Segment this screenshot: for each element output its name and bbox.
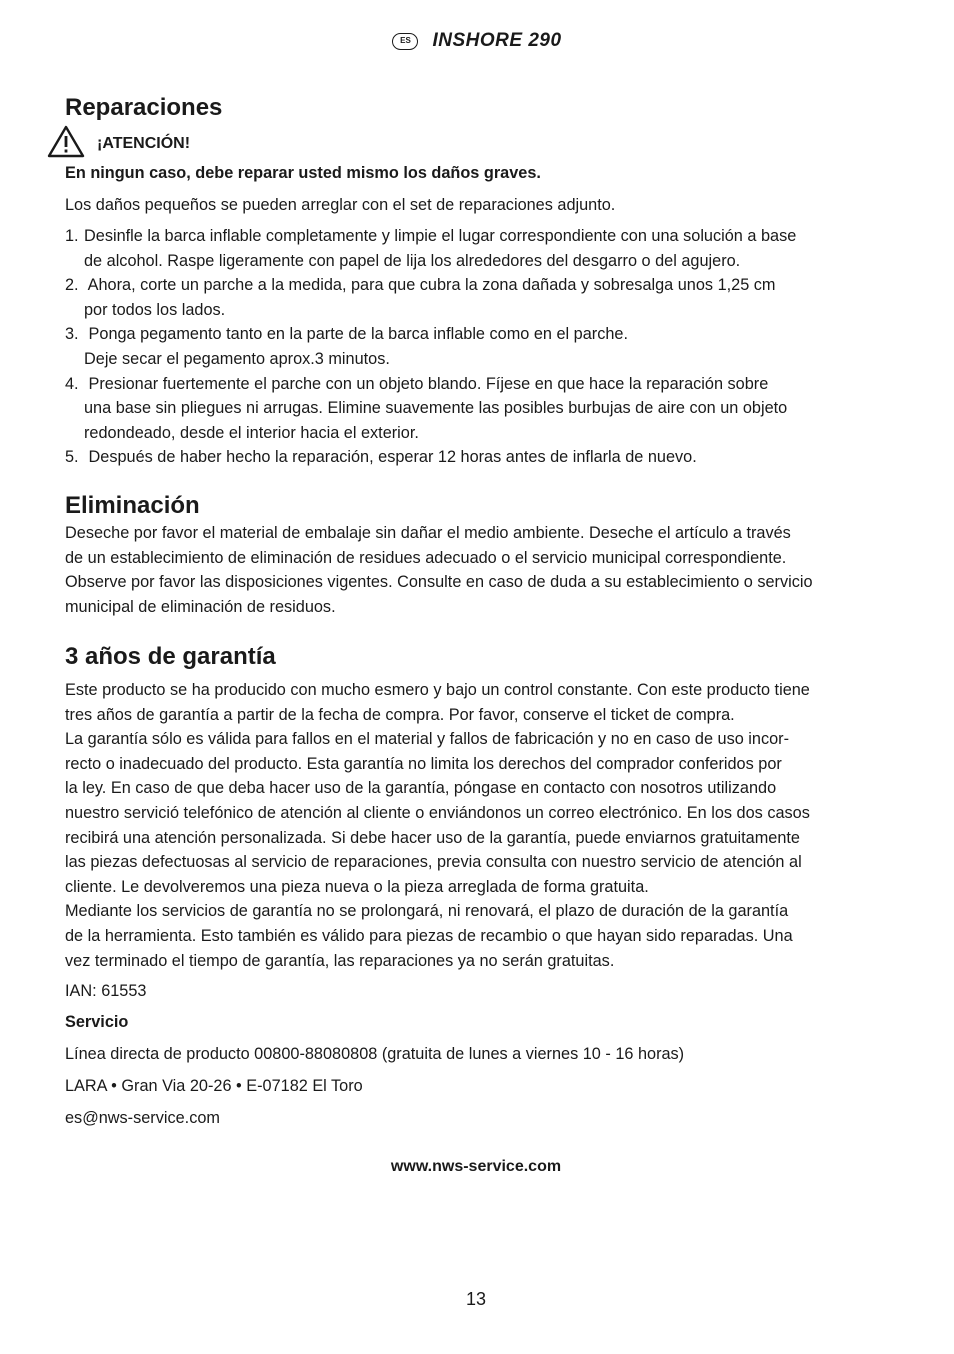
disposal-title: Eliminación xyxy=(65,492,200,519)
ian-number: IAN: 61553 xyxy=(65,982,147,1000)
warranty-title: 3 años de garantía xyxy=(65,643,276,670)
service-website-link[interactable]: www.nws-service.com xyxy=(390,1158,562,1175)
service-email[interactable]: es@nws-service.com xyxy=(65,1109,220,1127)
attention-label: ¡ATENCIÓN! xyxy=(97,135,191,152)
list-item: 5. Después de haber hecho la reparación, esperar 12 horas antes de inflarla de nuevo. xyxy=(65,448,697,467)
service-address: LARA • Gran Via 20-26 • E-07182 El Toro xyxy=(65,1077,363,1095)
warranty-text: Este producto se ha producido con mucho esmero y bajo un control constante. Con este producto tiene tres años de garantía a partir de la fecha de compra. Por favor, conserve el ticket de compra. La garantía sólo es válida para fallos en el material y fallos de fabricación y no en caso de uso incor- recto o inadecuado del producto. Esta garantía no limita los derechos del comprador conferidos por la ley. En caso de que deba hacer uso de la garantía, póngase en contacto con nosotros utilizando nuestro servició telefónico de atención al cliente o enviándonos un correo electrónico. En los dos casos recibirá una atención personalizada. Si debe hacer uso de la garantía, puede enviarnos gratuitamente las piezas defectuosas al servicio de reparaciones, previa consulta con nuestro servicio de atención al cliente. Le devolveremos una pieza nueva o la pieza arreglada de forma gratuita. Mediante los servicios de garantía no se prolongará, ni renovará, el plazo de duración de la garantía de la herramienta. Esto también es válido para piezas de recambio o que hayan sido reparadas. Una vez terminado el tiempo de garantía, las reparaciones ya no serán gratuitas. xyxy=(65,681,810,970)
attention-row xyxy=(47,125,190,163)
repairs-warning: En ningun caso, debe reparar usted mismo los daños graves. xyxy=(65,164,541,182)
list-item: 3. Ponga pegamento tanto en la parte de la barca inflable como en el parche. Deje secar el pegamento aprox.3 minutos. xyxy=(65,325,628,368)
service-hotline: Línea directa de producto 00800-88080808 (gratuita de lunes a viernes 10 - 16 horas) xyxy=(65,1045,685,1063)
list-item: 2. Ahora, corte un parche a la medida, para que cubra la zona dañada y sobresalga unos 1,25 cm por todos los lados. xyxy=(65,276,776,319)
list-item: 4. Presionar fuertemente el parche con un objeto blando. Fíjese en que hace la reparación sobre una base sin pliegues ni arrugas. Elimine suavemente las posibles burbujas de aire con un objeto redondeado, desde el interior hacia el exterior. xyxy=(65,374,788,442)
repairs-title: Reparaciones xyxy=(65,94,223,121)
disposal-text: Deseche por favor el material de embalaje sin dañar el medio ambiente. Deseche el artículo a través de un establecimiento de eliminación de residues adecuado o el servicio municipal correspondiente. Observe por favor las disposiciones vigentes. Consulte en caso de duda a su establecimiento o servicio municipal de eliminación de residuos. xyxy=(65,524,813,616)
page-header xyxy=(0,30,954,52)
list-item: 1. Desinfle la barca inflable completamente y limpie el lugar correspondiente con una solución a base de alcohol. Raspe ligeramente con papel de lija los alrededores del desgarro o del agujero. xyxy=(65,227,797,270)
model-name: INSHORE 290 xyxy=(432,30,562,51)
page-number: 13 xyxy=(465,1289,487,1309)
warning-triangle-icon xyxy=(47,125,85,163)
language-badge: ES xyxy=(392,33,418,50)
repairs-intro: Los daños pequeños se pueden arreglar con el set de reparaciones adjunto. xyxy=(65,196,616,214)
repair-steps xyxy=(65,224,887,470)
service-title: Servicio xyxy=(65,1013,129,1031)
